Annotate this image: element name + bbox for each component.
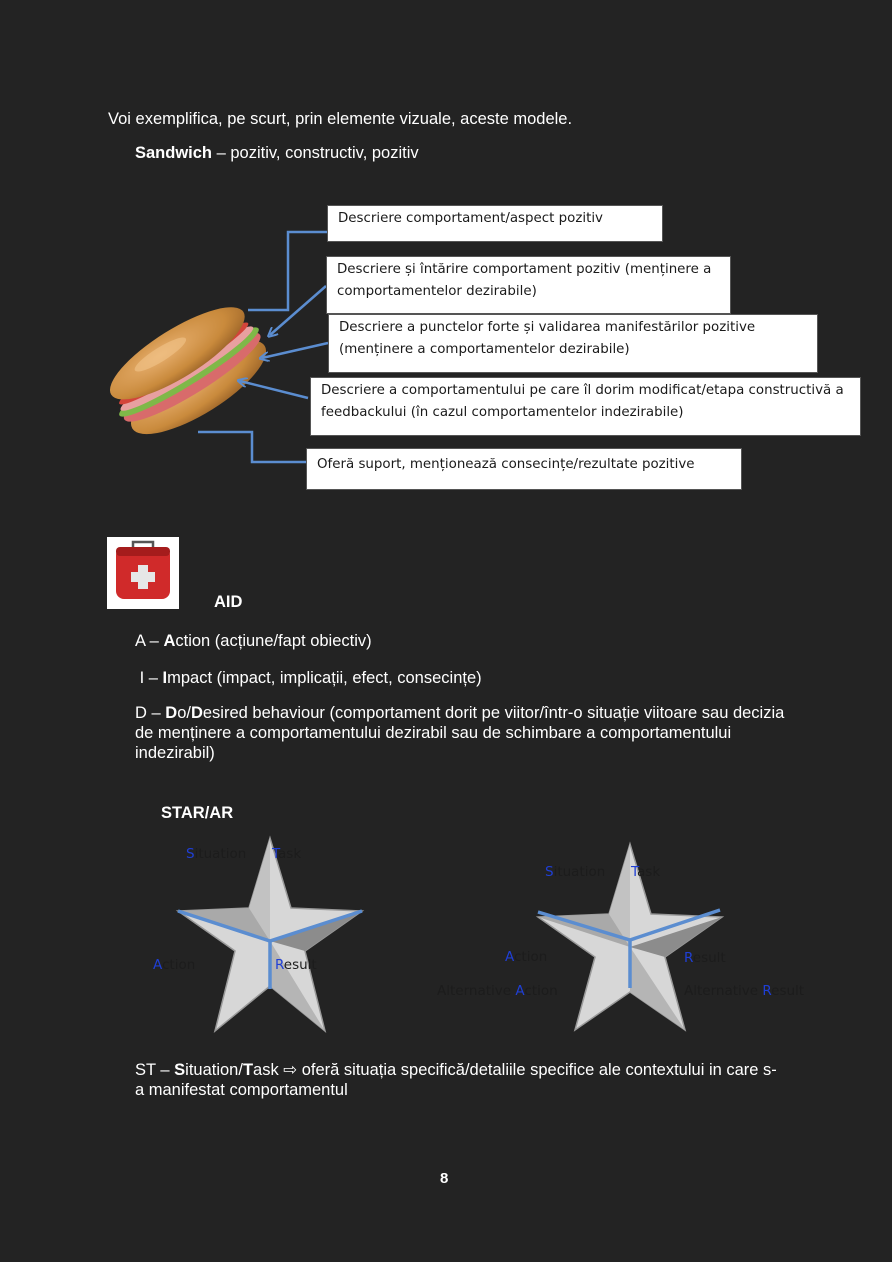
star-left-action: Action — [153, 957, 196, 973]
star-right-action: Action — [505, 949, 548, 965]
st-paragraph: ST – Situation/Task ⇨ oferă situația specifică/detaliile specifice ale contextului in care s-a manifestat comportamentul — [135, 1061, 777, 1099]
star-left-task: Task — [272, 846, 302, 862]
star-left-situation: Situation — [186, 846, 247, 862]
sandwich-box-4: Descriere a comportamentului pe care îl dorim modificat/etapa constructivă a feedbackului (în cazul comportamentelor indezirabile) — [310, 377, 861, 436]
star-right-alt-result: Alternative Result — [684, 983, 805, 999]
sandwich-box-2: Descriere și întărire comportament pozitiv (menținere a comportamentelor dezirabile) — [326, 256, 731, 314]
aid-title: AID — [214, 593, 243, 611]
sandwich-heading — [135, 143, 419, 163]
star-right-task: Task — [631, 864, 661, 880]
page-number: 8 — [440, 1170, 449, 1187]
sandwich-box-3: Descriere a punctelor forte și validarea manifestărilor pozitive (menținere a comportamentelor dezirabile) — [328, 314, 818, 373]
first-aid-kit-icon — [107, 537, 179, 609]
star-left — [170, 836, 370, 1036]
sandwich-box-5: Oferă suport, menționează consecințe/rezultate pozitive — [306, 448, 742, 490]
star-right-result: Result — [684, 950, 726, 966]
aid-line-desired: D – Do/Desired behaviour (comportament dorit pe viitor/într-o situație viitoare sau decizia de menținere a comportamentului dezirabil sau de schimbare a comportamentului indezirabil) — [135, 704, 785, 762]
star-left-result: Result — [275, 957, 317, 973]
sandwich-image — [104, 292, 274, 452]
star-right-alt-action: Alternative Action — [437, 983, 558, 999]
aid-line-impact: I – Impact (impact, implicații, efect, consecințe) — [135, 669, 482, 687]
star-title: STAR/AR — [161, 804, 234, 822]
intro-text: Voi exemplifica, pe scurt, prin elemente vizuale, aceste modele. — [108, 110, 573, 128]
star-right-situation: Situation — [545, 864, 606, 880]
sandwich-box-1: Descriere comportament/aspect pozitiv — [327, 205, 663, 242]
sandwich-subtitle: – pozitiv, constructiv, pozitiv — [212, 144, 419, 162]
aid-line-action: A – Action (acțiune/fapt obiectiv) — [135, 632, 372, 650]
sandwich-title: Sandwich — [135, 144, 213, 162]
